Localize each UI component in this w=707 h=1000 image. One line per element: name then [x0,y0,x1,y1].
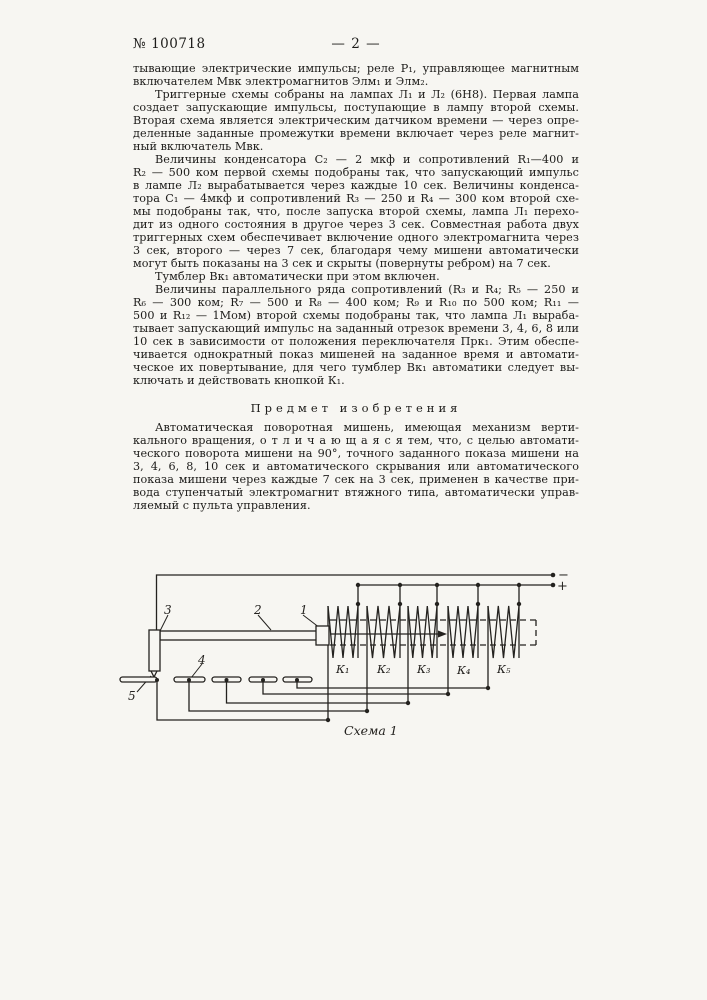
text-line: ческого поворота мишени на 90°, точного заданного показа мишени на [133,447,579,460]
part-label-1: 1 [300,603,308,617]
text-line: вода ступенчатый электромагнит втяжного типа, автоматически управ- [133,486,579,499]
text-line: Триггерные схемы собраны на лампах Л₁ и Л₂ (6Н8). Первая лампа [155,88,579,101]
text-line: 3 сек, второго — через 7 сек, благодаря чему мишени автоматически [133,244,579,257]
text-line: включателем Мвк электромагнитов Элм₁ и Элм₂. [133,75,429,88]
text-line: ляемый с пульта управления. [133,499,311,512]
text-line: создает запускающие импульсы, поступающие в лампу второй схемы. [133,101,579,114]
part-label-3: 3 [164,603,172,617]
patent-number: № 100718 [133,36,206,52]
text-line: показа мишени через каждые 7 сек на 3 сек, применен в качестве при- [133,473,579,486]
text-line: мы подобраны так, что, после запуска второй схемы, лампа Л₁ перехо- [133,205,579,218]
minus-bus-wire [157,575,554,630]
text-line: Величины конденсатора С₂ — 2 мкф и сопротивлений R₁—400 и [155,153,579,166]
diagram-caption: Схема 1 [344,723,398,738]
text-line: деленные заданные промежутки времени включает через реле магнит- [133,127,579,140]
circuit-diagram [100,563,580,753]
text-line: дит из одного состояния в другое через 3 сек. Совместная работа двух [133,218,579,231]
text-line: 500 и R₁₂ — 1Мом) второй схемы подобраны так, что лампа Л₁ выраба- [133,309,579,322]
text-line: тывающие электрические импульсы; реле Р₁, управляющее магнитным [133,62,579,75]
body-text [133,62,579,387]
claims-heading: Предмет изобретения [250,401,462,415]
text-line: Вторая схема является электрическим датчиком времени — через опре- [133,114,579,127]
text-line: ческое их повертывание, для чего тумблер Вк₁ автоматики следует вы- [133,361,579,374]
plunger-end-block [316,626,329,645]
contact-plate-1 [120,677,157,682]
text-line: кального вращения, о т л и ч а ю щ а я с я тем, что, с целью автомати- [133,434,579,447]
tap-wire-2 [189,606,367,711]
text-line: R₆ — 300 ком; R₇ — 500 и R₈ — 400 ком; R₉ и R₁₀ по 500 ком; R₁₁ — [133,296,579,309]
contact-tip [151,671,157,677]
coil-label-k1: К₁ [336,662,350,676]
part-label-4: 4 [198,653,206,667]
coil-winding-k5 [488,606,519,658]
text-line: Величины параллельного ряда сопротивлений (R₃ и R₄; R₅ — 250 и [155,283,579,296]
contact-holder [149,630,160,671]
junction-dots [155,573,555,723]
text-line: могут быть показаны на 3 сек и скрыты (повернуты ребром) на 7 сек. [133,257,551,270]
page-number: — 2 — [331,36,381,52]
text-line: ный включатель Мвк. [133,140,264,153]
coil-label-k2: К₂ [377,662,391,676]
coil-label-k3: К₃ [417,662,431,676]
coil-label-k5: К₅ [497,662,511,676]
coil-label-k4: К₄ [457,663,471,677]
part-label-5: 5 [128,689,136,703]
text-line: Автоматическая поворотная мишень, имеющая механизм верти- [155,421,579,434]
claims-text [133,421,579,512]
text-line: триггерных схем обеспечивает включение одного электромагнита через [133,231,579,244]
text-line: 10 сек в зависимости от положения переключателя Прк₁. Этим обеспе- [133,335,579,348]
text-line: тора С₁ — 4мкф и сопротивлений R₃ — 250 и R₄ — 300 ком второй схе- [133,192,579,205]
text-line: чивается однократный показ мишеней на заданное время и автомати- [133,348,579,361]
text-line: Тумблер Вк₁ автоматически при этом включен. [155,270,440,283]
coil-winding-k4 [448,606,478,658]
text-line: в лампе Л₂ вырабатывается через каждые 10 сек. Величины конденса- [133,179,579,192]
coil-winding-k1 [328,606,358,658]
terminal-minus-label: − [558,568,569,583]
part-label-2: 2 [254,603,262,617]
coil-winding-k2 [367,606,400,658]
terminal-plus-label: + [557,579,568,594]
text-line: 3, 4, 6, 8, 10 сек и автоматического скрывания или автоматического [133,460,579,473]
text-line: тывает запускающий импульс на заданный отрезок времени 3, 4, 6, 8 или [133,322,579,335]
coil-winding-k3 [408,606,437,658]
text-line: ключать и действовать кнопкой К₁. [133,374,345,387]
page-header [133,36,579,54]
text-line: R₂ — 500 ком первой схемы подобраны так, что запускающий импульс [133,166,579,179]
plunger-rod [160,631,317,640]
